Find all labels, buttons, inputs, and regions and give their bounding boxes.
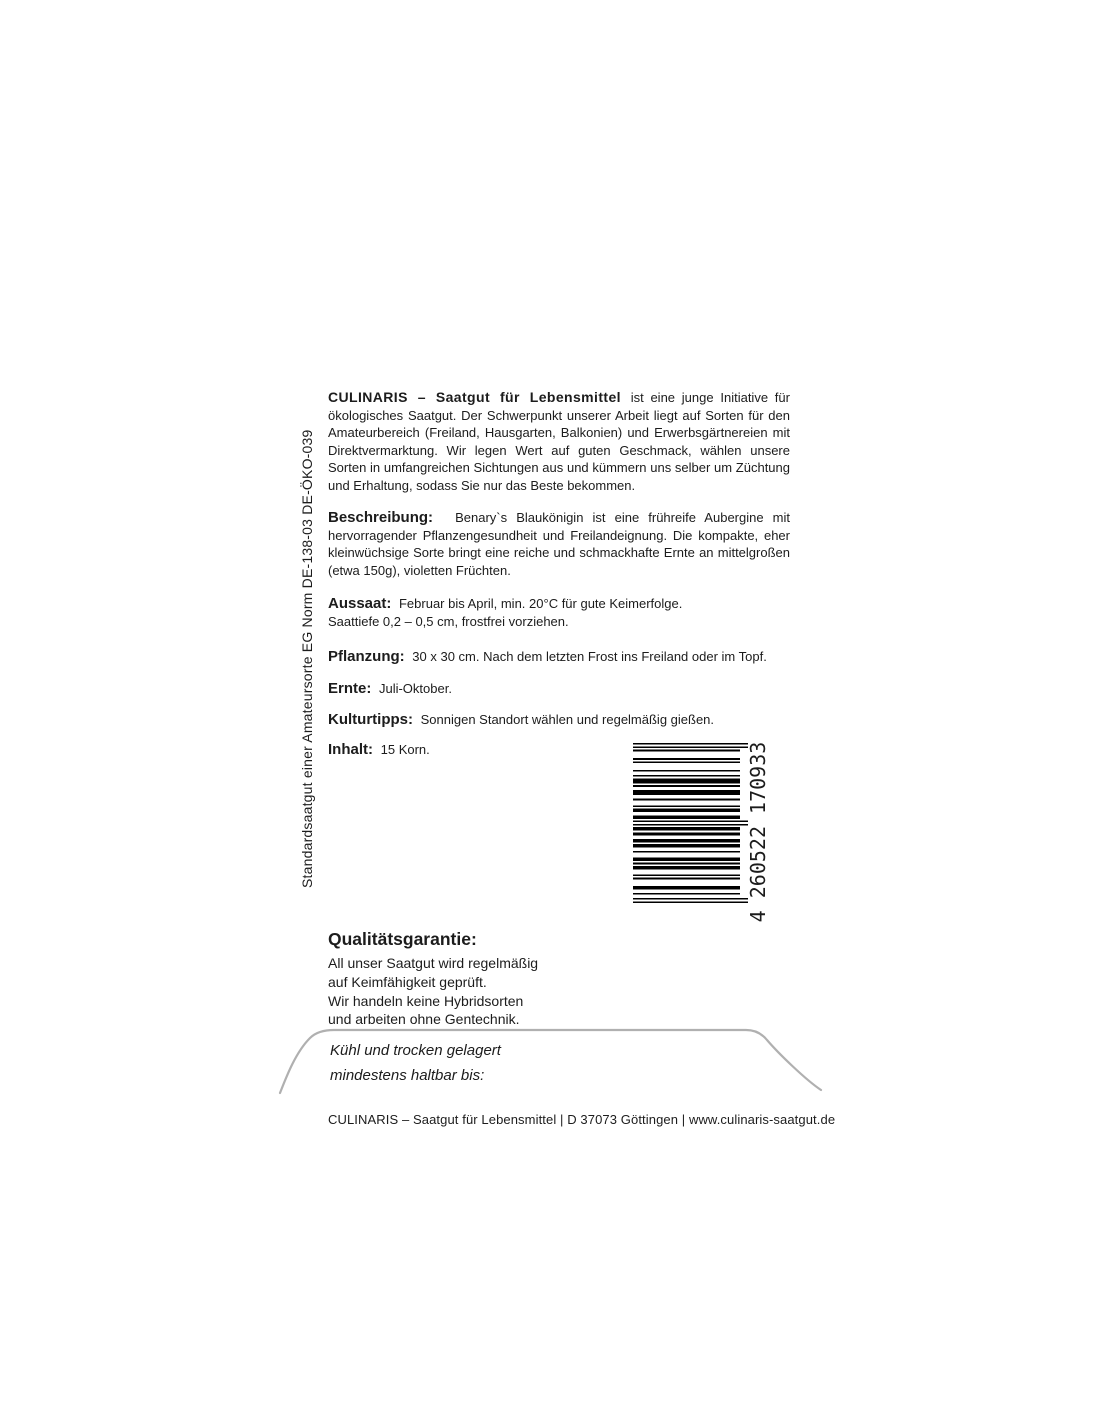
aussaat-text-line2: Saattiefe 0,2 – 0,5 cm, frostfrei vorziehen. xyxy=(328,613,569,629)
ernte-label: Ernte: xyxy=(328,680,372,697)
ernte-text: Juli-Oktober. xyxy=(378,681,452,696)
footer-address: CULINARIS – Saatgut für Lebensmittel | D 37073 Göttingen | www.culinaris-saatgut.de xyxy=(328,1112,836,1127)
quality-guarantee-section xyxy=(328,929,790,1029)
kulturtipps-text: Sonnigen Standort wählen und regelmäßig gießen. xyxy=(420,712,715,727)
inhalt-label: Inhalt: xyxy=(328,741,373,758)
quality-line: Wir handeln keine Hybridsorten xyxy=(328,992,524,1009)
brand-name: CULINARIS – Saatgut für Lebensmittel xyxy=(328,389,621,405)
storage-note xyxy=(330,1038,630,1088)
side-regulatory-text: Standardsaatgut einer Amateursorte EG Norm DE-138-03 DE-ÖKO-039 xyxy=(299,429,315,888)
section-ernte xyxy=(328,680,790,698)
inhalt-text: 15 Korn. xyxy=(380,742,430,757)
storage-note-line1: Kühl und trocken gelagert xyxy=(330,1042,501,1059)
intro-paragraph xyxy=(328,389,790,494)
quality-line: und arbeiten ohne Gentechnik. xyxy=(328,1011,520,1028)
quality-heading: Qualitätsgarantie: xyxy=(328,929,477,949)
pflanzung-text: 30 x 30 cm. Nach dem letzten Frost ins Freiland oder im Topf. xyxy=(412,649,767,664)
intro-text: ist eine junge Initiative für ökologisches Saatgut. Der Schwerpunkt unserer Arbeit liegt auf Sorten für den Amateurbereich (Freiland, Hausgarten, Balkonien) und Erwerbsgärtnereien mit Direktvermarktung. Wir legen Wert auf guten Geschmack, wählen unsere Sorten in umfangreichen Sichtungen aus und kümmern uns selber um Züchtung und Erhaltung, sodass Sie nur das Beste bekommen. xyxy=(328,390,790,493)
section-beschreibung xyxy=(328,509,790,579)
aussaat-label: Aussaat: xyxy=(328,595,392,612)
section-pflanzung xyxy=(328,648,790,666)
kulturtipps-label: Kulturtipps: xyxy=(328,711,413,728)
aussaat-text-line1: Februar bis April, min. 20°C für gute Keimerfolge. xyxy=(398,596,683,611)
storage-note-line2: mindestens haltbar bis: xyxy=(330,1067,485,1084)
beschreibung-text: Benary`s Blaukönigin ist eine frühreife Aubergine mit hervorragender Pflanzengesundheit und Freilandeignung. Die kompakte, eher kleinwüchsige Sorte bringt eine reiche und schmackhafte Ernte an mittelgroßen (etwa 150g), violetten Früchten. xyxy=(328,510,790,578)
section-kulturtipps xyxy=(328,711,790,729)
beschreibung-label: Beschreibung: xyxy=(328,509,434,526)
section-aussaat xyxy=(328,595,790,630)
barcode-icon xyxy=(633,743,749,903)
pflanzung-label: Pflanzung: xyxy=(328,648,405,665)
barcode-digits: 4 260522 170933 xyxy=(746,741,770,923)
quality-line: All unser Saatgut wird regelmäßig xyxy=(328,955,539,971)
quality-line: auf Keimfähigkeit geprüft. xyxy=(328,973,487,990)
